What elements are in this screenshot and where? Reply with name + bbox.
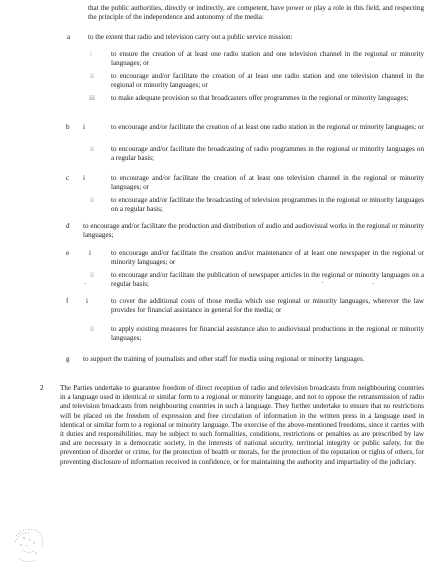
- para-2-text: The Parties undertake to guarantee freedom of direct reception of radio and television broadcasts from neighbouring countries in a language used in identical or similar form to a regional or minority language, and not to oppose the retransmission of radio and television broadcasts from neighbouring countries in such a language. They further undertake to ensure that no restrictions will be placed on the freedom of expression and free circulation of information in the written press in a language used in identical or similar form to a regional or minority language. The exercise of the above-mentioned freedoms, since it carries with it duties and responsibilities, may be subject to such formalities, conditions, restrictions or penalties as are prescribed by law and are necessary in a democratic society, in the interests of national security, territorial integrity or public safety, for the prevention of disorder or crime, for the protection of health or morals, for the protection of the reputation or rights of others, for preventing disclosure of information received in confidence, or for maintaining the authority and impartiality of the judiciary.: [60, 384, 424, 466]
- item-f-i-text: to cover the additional costs of those media which use regional or minority languages, wherever the law provides for financial assistance in general for the media; or: [111, 297, 424, 315]
- item-f-marker: f: [66, 297, 69, 305]
- scan-speck: [373, 283, 374, 284]
- item-b-marker: b: [66, 123, 70, 131]
- item-f-i-marker: i: [86, 297, 88, 305]
- item-b-i-text: to encourage and/or facilitate the creation of at least one radio station in the regional or minority languages; or: [111, 123, 424, 131]
- item-f-ii-marker: ii: [90, 325, 94, 333]
- item-a-i-text: to ensure the creation of at least one radio station and one television channel in the regional or minority languages; or: [111, 50, 424, 68]
- item-b-ii-text: to encourage and/or facilitate the broadcasting of radio programmes in the regional or minority languages on a regular basis;: [111, 145, 424, 163]
- para-2-marker: 2: [40, 384, 44, 392]
- item-d-text: to encourage and/or facilitate the production and distribution of audio and audiovisual works in the regional or minority languages;: [83, 222, 424, 240]
- item-a-i-marker: i: [90, 50, 92, 58]
- item-e-ii-marker: ii: [90, 271, 94, 279]
- stamp-mark: [10, 524, 48, 568]
- item-e-i-text: to encourage and/or facilitate the creation and/or maintenance of at least one newspaper in the regional or minority languages; or: [111, 249, 424, 267]
- item-a-marker: a: [67, 33, 71, 41]
- item-b-i-marker: i: [83, 123, 85, 131]
- item-a-iii-marker: iii: [89, 94, 95, 102]
- item-f-ii-text: to apply existing measures for financial assistance also to audiovisual productions in the regional or minority languages;: [111, 325, 424, 343]
- item-a-ii-marker: ii: [90, 72, 94, 80]
- item-e-marker: e: [66, 249, 70, 257]
- scan-speck: [322, 282, 323, 283]
- item-e-ii-text: to encourage and/or facilitate the publication of newspaper articles in the regional or minority languages on a regular basis;: [111, 271, 424, 289]
- scan-speck: [85, 283, 86, 284]
- item-c-i-text: to encourage and/or facilitate the creation of at least one television channel in the regional or minority languages; or: [111, 174, 424, 192]
- item-a-ii-text: to encourage and/or facilitate the creation of at least one radio station and one television channel in the regional or minority languages; or: [111, 72, 424, 90]
- intro-paragraph: that the public authorities, directly or indirectly, are competent, have power or play a role in this field, and respecting the principle of the independence and autonomy of the media:: [88, 4, 424, 22]
- item-c-ii-marker: ii: [90, 196, 94, 204]
- item-g-marker: g: [66, 355, 70, 363]
- item-b-ii-marker: ii: [90, 145, 94, 153]
- item-c-ii-text: to encourage and/or facilitate the broadcasting of television programmes in the regional or minority languages on a regular basis;: [111, 196, 424, 214]
- item-d-marker: d: [66, 222, 70, 230]
- item-c-marker: c: [66, 174, 70, 182]
- item-c-i-marker: i: [83, 174, 85, 182]
- item-e-i-marker: i: [89, 249, 91, 257]
- item-g-text: to support the training of journalists and other staff for media using regional or minority languages.: [83, 355, 365, 363]
- item-a-text: to the extent that radio and television carry out a public service mission:: [88, 33, 293, 41]
- item-a-iii-text: to make adequate provision so that broadcasters offer programmes in the regional or minority languages;: [111, 94, 409, 102]
